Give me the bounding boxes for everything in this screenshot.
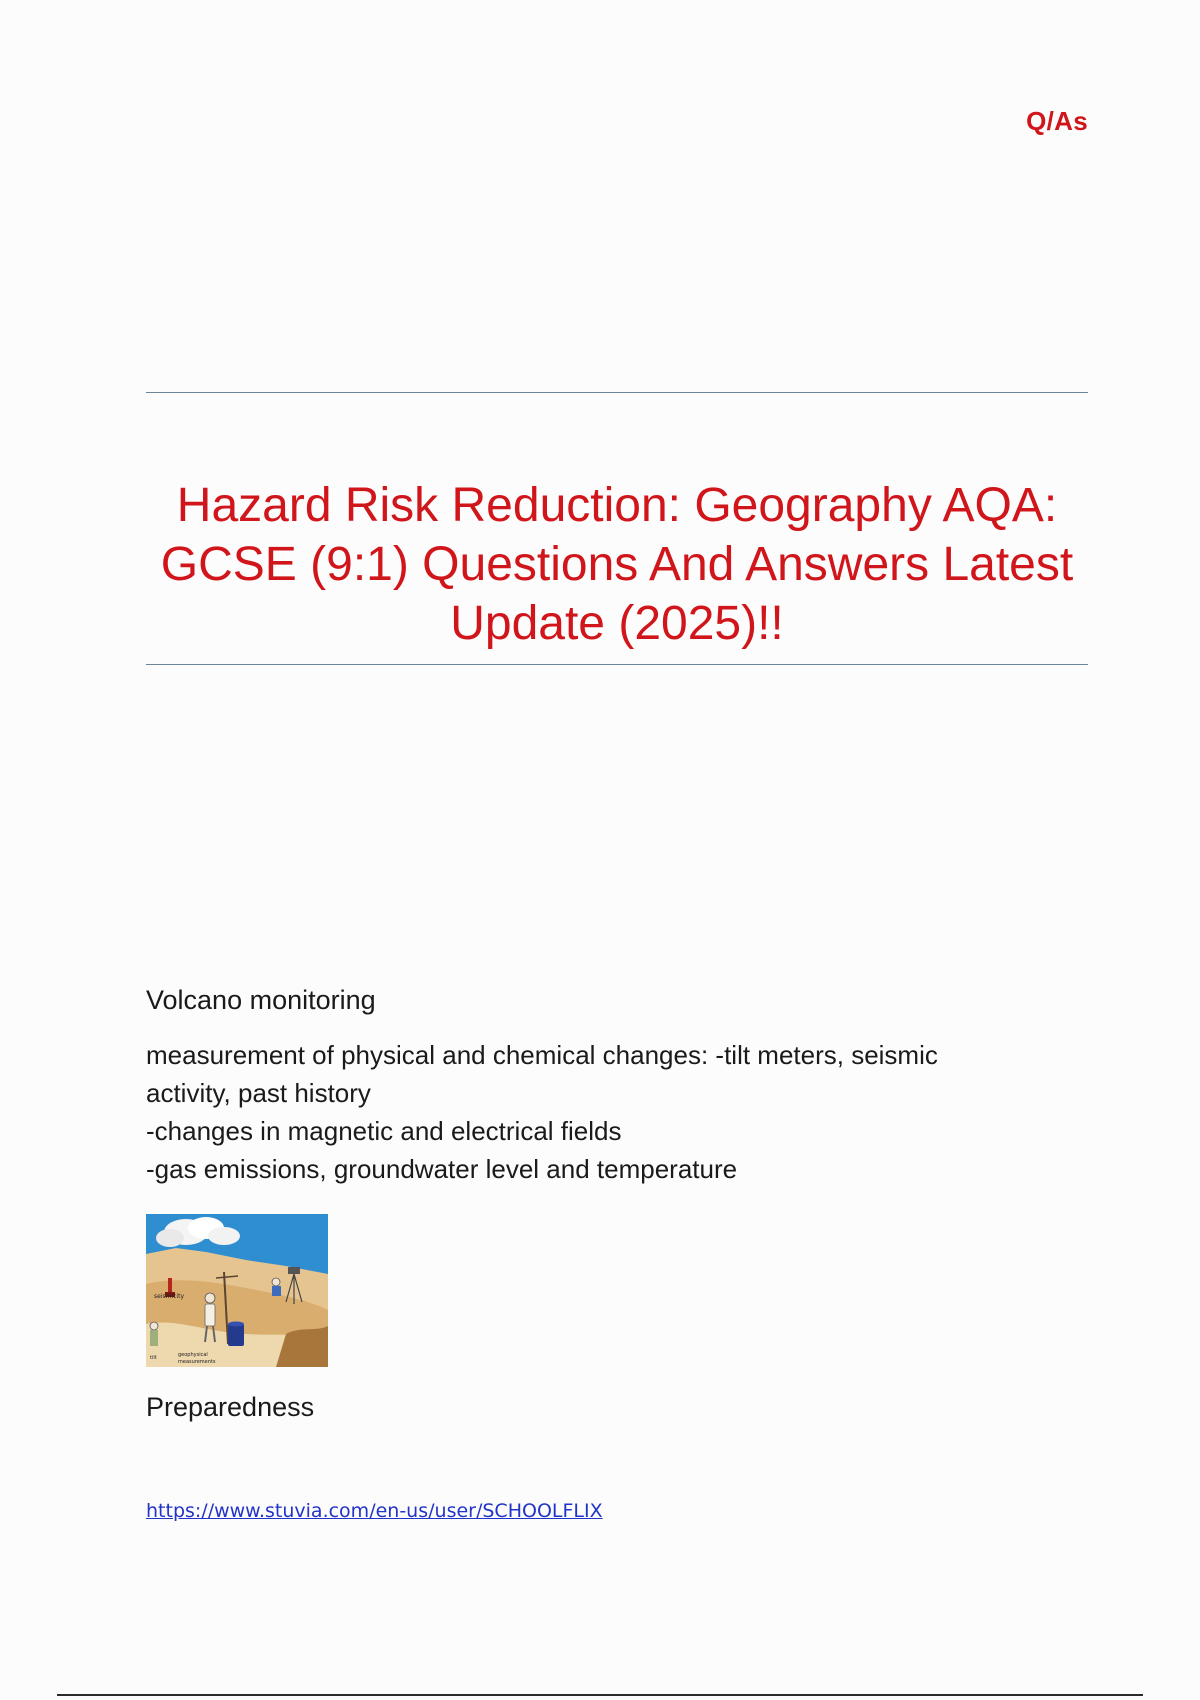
footer-rule (57, 1694, 1143, 1696)
answer-line: -gas emissions, groundwater level and temperature (146, 1154, 738, 1184)
figure-label-geophysical: geophysical (178, 1352, 208, 1358)
qa-content (146, 982, 1046, 1425)
answer-line: -changes in magnetic and electrical fields (146, 1116, 622, 1146)
title-bottom-rule (146, 664, 1088, 665)
figure-label-measurements: measurements (178, 1359, 216, 1365)
question-preparedness: Preparedness (146, 1392, 315, 1422)
answer-line: activity, past history (146, 1078, 371, 1108)
stuvia-profile-link[interactable]: https://www.stuvia.com/en-us/user/SCHOOLFLIX (146, 1500, 603, 1522)
question-volcano-monitoring: Volcano monitoring (146, 985, 376, 1015)
answer-line: measurement of physical and chemical changes: -tilt meters, seismic (146, 1040, 938, 1070)
volcano-monitoring-illustration (146, 1214, 328, 1367)
document-title: Hazard Risk Reduction: Geography AQA: GCSE (9:1) Questions And Answers Latest Update (2025)!! (160, 479, 1074, 650)
figure-label-seismicity: seismicity (154, 1293, 184, 1300)
figure-label-tilt: tilt (150, 1355, 157, 1361)
answer-volcano-monitoring (146, 1036, 1046, 1188)
title-top-rule (146, 392, 1088, 393)
qa-tag: Q/As (1026, 106, 1088, 136)
